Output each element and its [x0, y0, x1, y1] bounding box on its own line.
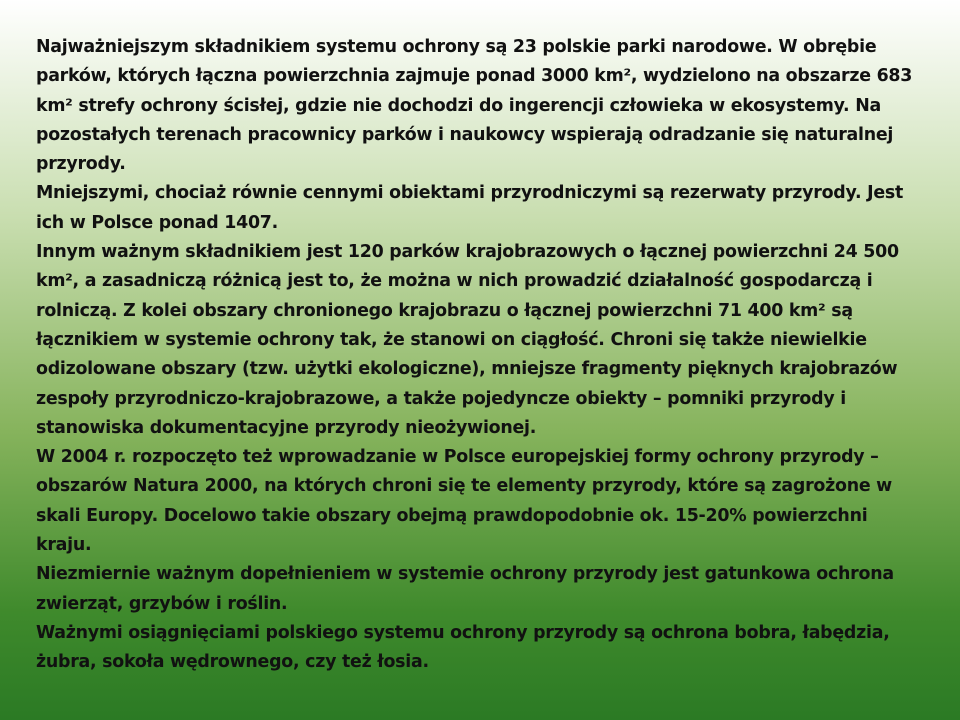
text-line: Innym ważnym składnikiem jest 120 parków krajobrazowych o łącznej powierzchni 24 500 — [36, 242, 899, 263]
text-line: odizolowane obszary (tzw. użytki ekologiczne), mniejsze fragmenty pięknych krajobrazów — [36, 359, 898, 380]
text-line: łącznikiem w systemie ochrony tak, że stanowi on ciągłość. Chroni się także niewielkie — [36, 329, 867, 350]
text-line: W 2004 r. rozpoczęto też wprowadzanie w Polsce europejskiej formy ochrony przyrody – — [36, 447, 879, 468]
text-line: Najważniejszym składnikiem systemu ochrony są 23 polskie parki narodowe. W obrębie — [36, 37, 877, 57]
text-line: Ważnymi osiągnięciami polskiego systemu ochrony przyrody są ochrona bobra, łabędzia, — [36, 622, 890, 643]
text-line: km² strefy ochrony ścisłej, gdzie nie dochodzi do ingerencji człowieka w ekosystemy. Na — [36, 95, 882, 116]
text-line: rolniczą. Z kolei obszary chronionego krajobrazu o łącznej powierzchni 71 400 km² są — [36, 300, 853, 321]
text-line: obszarów Natura 2000, na których chroni się te elementy przyrody, które są zagrożone w — [36, 476, 892, 497]
text-line: Mniejszymi, chociaż równie cennymi obiektami przyrodniczymi są rezerwaty przyrody. Jest — [36, 183, 904, 204]
text-line: żubra, sokoła wędrownego, czy też łosia. — [36, 652, 429, 673]
text-line: zespoły przyrodniczo-krajobrazowe, a także pojedyncze obiekty – pomniki przyrody i — [36, 388, 846, 409]
text-line: skali Europy. Docelowo takie obszary obejmą prawdopodobnie ok. 15-20% powierzchni — [36, 505, 868, 526]
text-line: zwierząt, grzybów i roślin. — [36, 593, 288, 614]
text-line: przyrody. — [36, 154, 126, 175]
text-line: kraju. — [36, 535, 92, 556]
text-line: pozostałych terenach pracownicy parków i naukowcy wspierają odradzanie się naturalnej — [36, 124, 894, 145]
text-line: parków, których łączna powierzchnia zajmuje ponad 3000 km², wydzielono na obszarze 683 — [36, 66, 913, 87]
text-line: stanowiska dokumentacyjne przyrody nieożywionej. — [36, 417, 537, 438]
slide-body-text — [36, 33, 916, 678]
text-line: ich w Polsce ponad 1407. — [36, 212, 279, 233]
text-line: Niezmiernie ważnym dopełnieniem w systemie ochrony przyrody jest gatunkowa ochrona — [36, 564, 894, 585]
text-line: km², a zasadniczą różnicą jest to, że można w nich prowadzić działalność gospodarczą i — [36, 271, 873, 292]
